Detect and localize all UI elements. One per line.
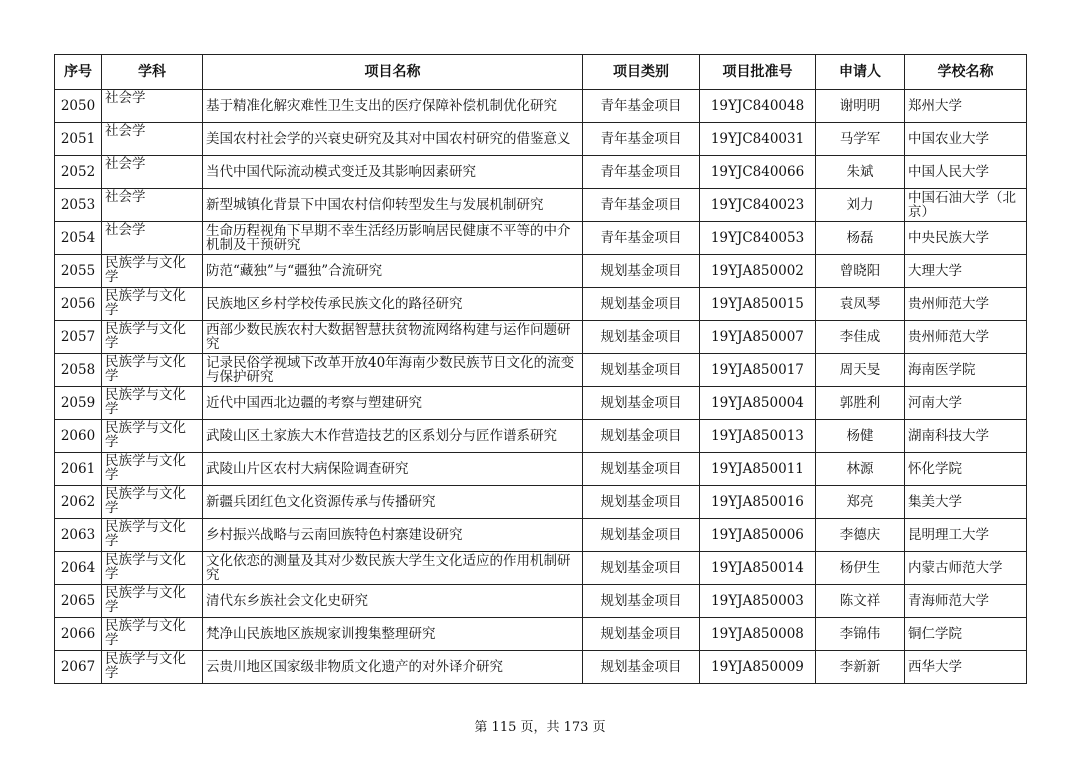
- cell-school: 海南医学院: [905, 354, 1027, 387]
- cell-category: 青年基金项目: [583, 90, 700, 123]
- cell-applicant: 郑亮: [816, 486, 905, 519]
- cell-subject: 社会学: [102, 156, 203, 189]
- cell-subject: 民族学与文化学: [102, 387, 203, 420]
- header-subject: 学科: [102, 55, 203, 90]
- cell-school: 贵州师范大学: [905, 321, 1027, 354]
- cell-title: 乡村振兴战略与云南回族特色村寨建设研究: [203, 519, 583, 552]
- cell-applicant: 周天旻: [816, 354, 905, 387]
- cell-approval-number: 19YJA850008: [700, 618, 816, 651]
- cell-applicant: 林源: [816, 453, 905, 486]
- cell-school: 河南大学: [905, 387, 1027, 420]
- cell-applicant: 袁凤琴: [816, 288, 905, 321]
- cell-title: 记录民俗学视域下改革开放40年海南少数民族节日文化的流变与保护研究: [203, 354, 583, 387]
- cell-subject: 民族学与文化学: [102, 651, 203, 684]
- cell-approval-number: 19YJA850009: [700, 651, 816, 684]
- cell-category: 规划基金项目: [583, 420, 700, 453]
- header-applicant: 申请人: [816, 55, 905, 90]
- cell-school: 湖南科技大学: [905, 420, 1027, 453]
- cell-subject: 社会学: [102, 189, 203, 222]
- cell-title: 新疆兵团红色文化资源传承与传播研究: [203, 486, 583, 519]
- table-row: [55, 420, 1027, 453]
- cell-approval-number: 19YJA850002: [700, 255, 816, 288]
- cell-approval-number: 19YJA850006: [700, 519, 816, 552]
- cell-subject: 社会学: [102, 222, 203, 255]
- cell-applicant: 杨伊生: [816, 552, 905, 585]
- cell-school: 贵州师范大学: [905, 288, 1027, 321]
- cell-applicant: 刘力: [816, 189, 905, 222]
- cell-category: 青年基金项目: [583, 189, 700, 222]
- cell-seq: 2057: [55, 321, 102, 354]
- header-title: 项目名称: [203, 55, 583, 90]
- cell-seq: 2063: [55, 519, 102, 552]
- cell-approval-number: 19YJA850013: [700, 420, 816, 453]
- cell-school: 集美大学: [905, 486, 1027, 519]
- cell-approval-number: 19YJC840048: [700, 90, 816, 123]
- cell-applicant: 陈文祥: [816, 585, 905, 618]
- cell-title: 防范“藏独”与“疆独”合流研究: [203, 255, 583, 288]
- cell-category: 青年基金项目: [583, 123, 700, 156]
- cell-seq: 2054: [55, 222, 102, 255]
- cell-seq: 2065: [55, 585, 102, 618]
- cell-approval-number: 19YJA850014: [700, 552, 816, 585]
- cell-seq: 2064: [55, 552, 102, 585]
- cell-school: 西华大学: [905, 651, 1027, 684]
- header-row: [55, 55, 1027, 90]
- cell-approval-number: 19YJA850003: [700, 585, 816, 618]
- cell-category: 规划基金项目: [583, 486, 700, 519]
- cell-seq: 2052: [55, 156, 102, 189]
- cell-seq: 2055: [55, 255, 102, 288]
- header-school: 学校名称: [905, 55, 1027, 90]
- cell-seq: 2050: [55, 90, 102, 123]
- cell-seq: 2051: [55, 123, 102, 156]
- cell-applicant: 李佳成: [816, 321, 905, 354]
- cell-applicant: 郭胜利: [816, 387, 905, 420]
- cell-school: 中国石油大学（北京）: [905, 189, 1027, 222]
- cell-title: 梵净山民族地区族规家训搜集整理研究: [203, 618, 583, 651]
- cell-subject: 民族学与文化学: [102, 585, 203, 618]
- cell-applicant: 朱斌: [816, 156, 905, 189]
- cell-subject: 民族学与文化学: [102, 288, 203, 321]
- cell-title: 民族地区乡村学校传承民族文化的路径研究: [203, 288, 583, 321]
- cell-title: 美国农村社会学的兴衰史研究及其对中国农村研究的借鉴意义: [203, 123, 583, 156]
- cell-title: 当代中国代际流动模式变迁及其影响因素研究: [203, 156, 583, 189]
- cell-subject: 社会学: [102, 90, 203, 123]
- cell-subject: 民族学与文化学: [102, 552, 203, 585]
- cell-approval-number: 19YJA850017: [700, 354, 816, 387]
- table-row: [55, 321, 1027, 354]
- cell-category: 规划基金项目: [583, 453, 700, 486]
- cell-title: 基于精准化解灾难性卫生支出的医疗保障补偿机制优化研究: [203, 90, 583, 123]
- cell-category: 青年基金项目: [583, 222, 700, 255]
- cell-subject: 民族学与文化学: [102, 618, 203, 651]
- table-row: [55, 123, 1027, 156]
- cell-subject: 社会学: [102, 123, 203, 156]
- cell-category: 规划基金项目: [583, 585, 700, 618]
- cell-subject: 民族学与文化学: [102, 453, 203, 486]
- cell-category: 青年基金项目: [583, 156, 700, 189]
- cell-applicant: 李德庆: [816, 519, 905, 552]
- table-row: [55, 156, 1027, 189]
- cell-title: 近代中国西北边疆的考察与塑建研究: [203, 387, 583, 420]
- table-row: [55, 354, 1027, 387]
- cell-applicant: 曾晓阳: [816, 255, 905, 288]
- cell-subject: 民族学与文化学: [102, 486, 203, 519]
- cell-approval-number: 19YJC840031: [700, 123, 816, 156]
- cell-school: 大理大学: [905, 255, 1027, 288]
- cell-seq: 2056: [55, 288, 102, 321]
- cell-title: 清代东乡族社会文化史研究: [203, 585, 583, 618]
- cell-category: 规划基金项目: [583, 552, 700, 585]
- cell-subject: 民族学与文化学: [102, 420, 203, 453]
- cell-school: 中国农业大学: [905, 123, 1027, 156]
- cell-applicant: 李锦伟: [816, 618, 905, 651]
- cell-approval-number: 19YJC840023: [700, 189, 816, 222]
- cell-category: 规划基金项目: [583, 255, 700, 288]
- cell-applicant: 马学军: [816, 123, 905, 156]
- cell-approval-number: 19YJA850015: [700, 288, 816, 321]
- cell-seq: 2059: [55, 387, 102, 420]
- table-row: [55, 618, 1027, 651]
- cell-school: 昆明理工大学: [905, 519, 1027, 552]
- cell-title: 西部少数民族农村大数据智慧扶贫物流网络构建与运作问题研究: [203, 321, 583, 354]
- table-row: [55, 486, 1027, 519]
- cell-school: 中央民族大学: [905, 222, 1027, 255]
- cell-seq: 2058: [55, 354, 102, 387]
- header-category: 项目类别: [583, 55, 700, 90]
- cell-seq: 2061: [55, 453, 102, 486]
- cell-subject: 民族学与文化学: [102, 255, 203, 288]
- cell-seq: 2060: [55, 420, 102, 453]
- cell-category: 规划基金项目: [583, 288, 700, 321]
- cell-school: 中国人民大学: [905, 156, 1027, 189]
- cell-applicant: 杨磊: [816, 222, 905, 255]
- project-table: [54, 54, 1027, 684]
- cell-subject: 民族学与文化学: [102, 321, 203, 354]
- cell-approval-number: 19YJA850011: [700, 453, 816, 486]
- cell-category: 规划基金项目: [583, 321, 700, 354]
- cell-school: 铜仁学院: [905, 618, 1027, 651]
- cell-category: 规划基金项目: [583, 651, 700, 684]
- cell-category: 规划基金项目: [583, 618, 700, 651]
- page-footer: 第 115 页，共 173 页: [474, 720, 606, 735]
- table-row: [55, 552, 1027, 585]
- cell-school: 内蒙古师范大学: [905, 552, 1027, 585]
- cell-approval-number: 19YJA850007: [700, 321, 816, 354]
- cell-title: 生命历程视角下早期不幸生活经历影响居民健康不平等的中介机制及干预研究: [203, 222, 583, 255]
- cell-title: 武陵山区土家族大木作营造技艺的区系划分与匠作谱系研究: [203, 420, 583, 453]
- cell-category: 规划基金项目: [583, 519, 700, 552]
- table-row: [55, 288, 1027, 321]
- cell-title: 武陵山片区农村大病保险调查研究: [203, 453, 583, 486]
- cell-applicant: 谢明明: [816, 90, 905, 123]
- cell-seq: 2062: [55, 486, 102, 519]
- table-row: [55, 519, 1027, 552]
- table-row: [55, 90, 1027, 123]
- cell-approval-number: 19YJA850004: [700, 387, 816, 420]
- cell-approval-number: 19YJA850016: [700, 486, 816, 519]
- cell-applicant: 李新新: [816, 651, 905, 684]
- cell-subject: 民族学与文化学: [102, 354, 203, 387]
- header-seq: 序号: [55, 55, 102, 90]
- cell-subject: 民族学与文化学: [102, 519, 203, 552]
- cell-school: 怀化学院: [905, 453, 1027, 486]
- cell-seq: 2066: [55, 618, 102, 651]
- cell-category: 规划基金项目: [583, 387, 700, 420]
- cell-approval-number: 19YJC840053: [700, 222, 816, 255]
- cell-school: 郑州大学: [905, 90, 1027, 123]
- table-row: [55, 453, 1027, 486]
- cell-school: 青海师范大学: [905, 585, 1027, 618]
- cell-approval-number: 19YJC840066: [700, 156, 816, 189]
- cell-title: 新型城镇化背景下中国农村信仰转型发生与发展机制研究: [203, 189, 583, 222]
- table-row: [55, 255, 1027, 288]
- table-row: [55, 651, 1027, 684]
- cell-title: 云贵川地区国家级非物质文化遗产的对外译介研究: [203, 651, 583, 684]
- cell-seq: 2053: [55, 189, 102, 222]
- cell-title: 文化依恋的测量及其对少数民族大学生文化适应的作用机制研究: [203, 552, 583, 585]
- table-row: [55, 387, 1027, 420]
- table-row: [55, 222, 1027, 255]
- cell-category: 规划基金项目: [583, 354, 700, 387]
- cell-applicant: 杨健: [816, 420, 905, 453]
- cell-seq: 2067: [55, 651, 102, 684]
- table-row: [55, 189, 1027, 222]
- header-approval-number: 项目批准号: [700, 55, 816, 90]
- table-row: [55, 585, 1027, 618]
